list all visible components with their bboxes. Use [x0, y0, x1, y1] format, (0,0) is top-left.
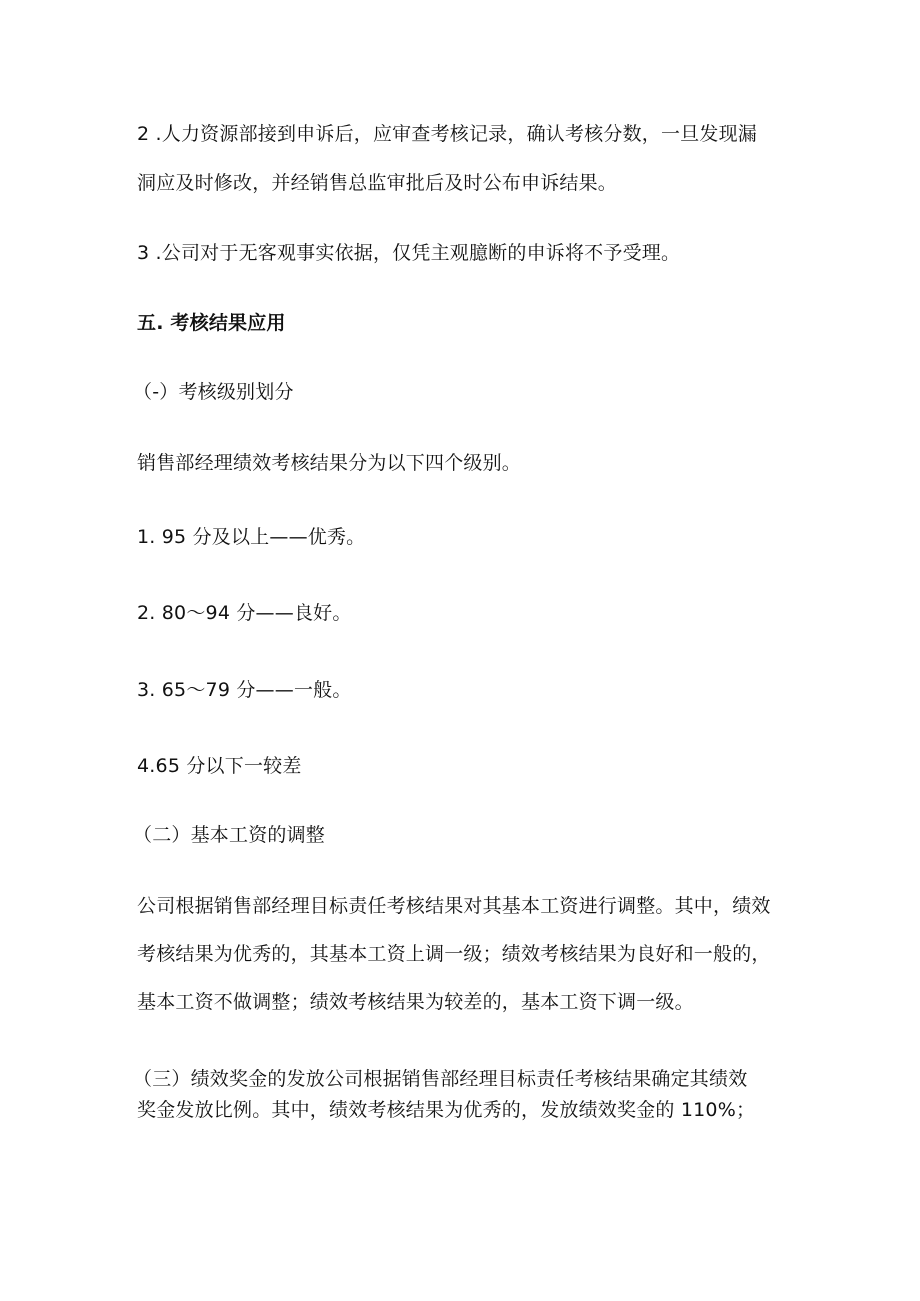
appeal-item-3: 3 .公司对于无客观事实依据，仅凭主观臆断的申诉将不予受理。 — [137, 242, 681, 264]
salary-paragraph-line-3: 基本工资不做调整；绩效考核结果为较差的，基本工资下调一级。 — [137, 991, 694, 1013]
appeal-item-2-line-2: 洞应及时修改，并经销售总监审批后及时公布申诉结果。 — [137, 172, 618, 194]
bonus-paragraph-line-1: （三）绩效奖金的发放公司根据销售部经理目标责任考核结果确定其绩效 — [133, 1068, 748, 1090]
bonus-paragraph-line-2: 奖金发放比例。其中，绩效考核结果为优秀的，发放绩效奖金的 110%； — [137, 1099, 756, 1121]
subsection-2-heading: （二）基本工资的调整 — [133, 824, 326, 846]
level-item-2: 2. 80～94 分——良好。 — [137, 602, 352, 624]
section-5-heading: 五. 考核结果应用 — [137, 312, 286, 334]
subsection-1-heading: （-）考核级别划分 — [133, 381, 294, 403]
level-item-3: 3. 65～79 分——一般。 — [137, 679, 352, 701]
salary-paragraph-line-2: 考核结果为优秀的，其基本工资上调一级；绩效考核结果为良好和一般的， — [137, 943, 771, 965]
levels-intro-text: 销售部经理绩效考核结果分为以下四个级别。 — [137, 452, 522, 474]
level-item-4: 4.65 分以下一较差 — [137, 755, 302, 777]
appeal-item-2-line-1: 2 .人力资源部接到申诉后，应审查考核记录，确认考核分数，一旦发现漏 — [137, 123, 757, 145]
salary-paragraph-line-1: 公司根据销售部经理目标责任考核结果对其基本工资进行调整。其中，绩效 — [137, 895, 771, 917]
level-item-1: 1. 95 分及以上——优秀。 — [137, 526, 366, 548]
